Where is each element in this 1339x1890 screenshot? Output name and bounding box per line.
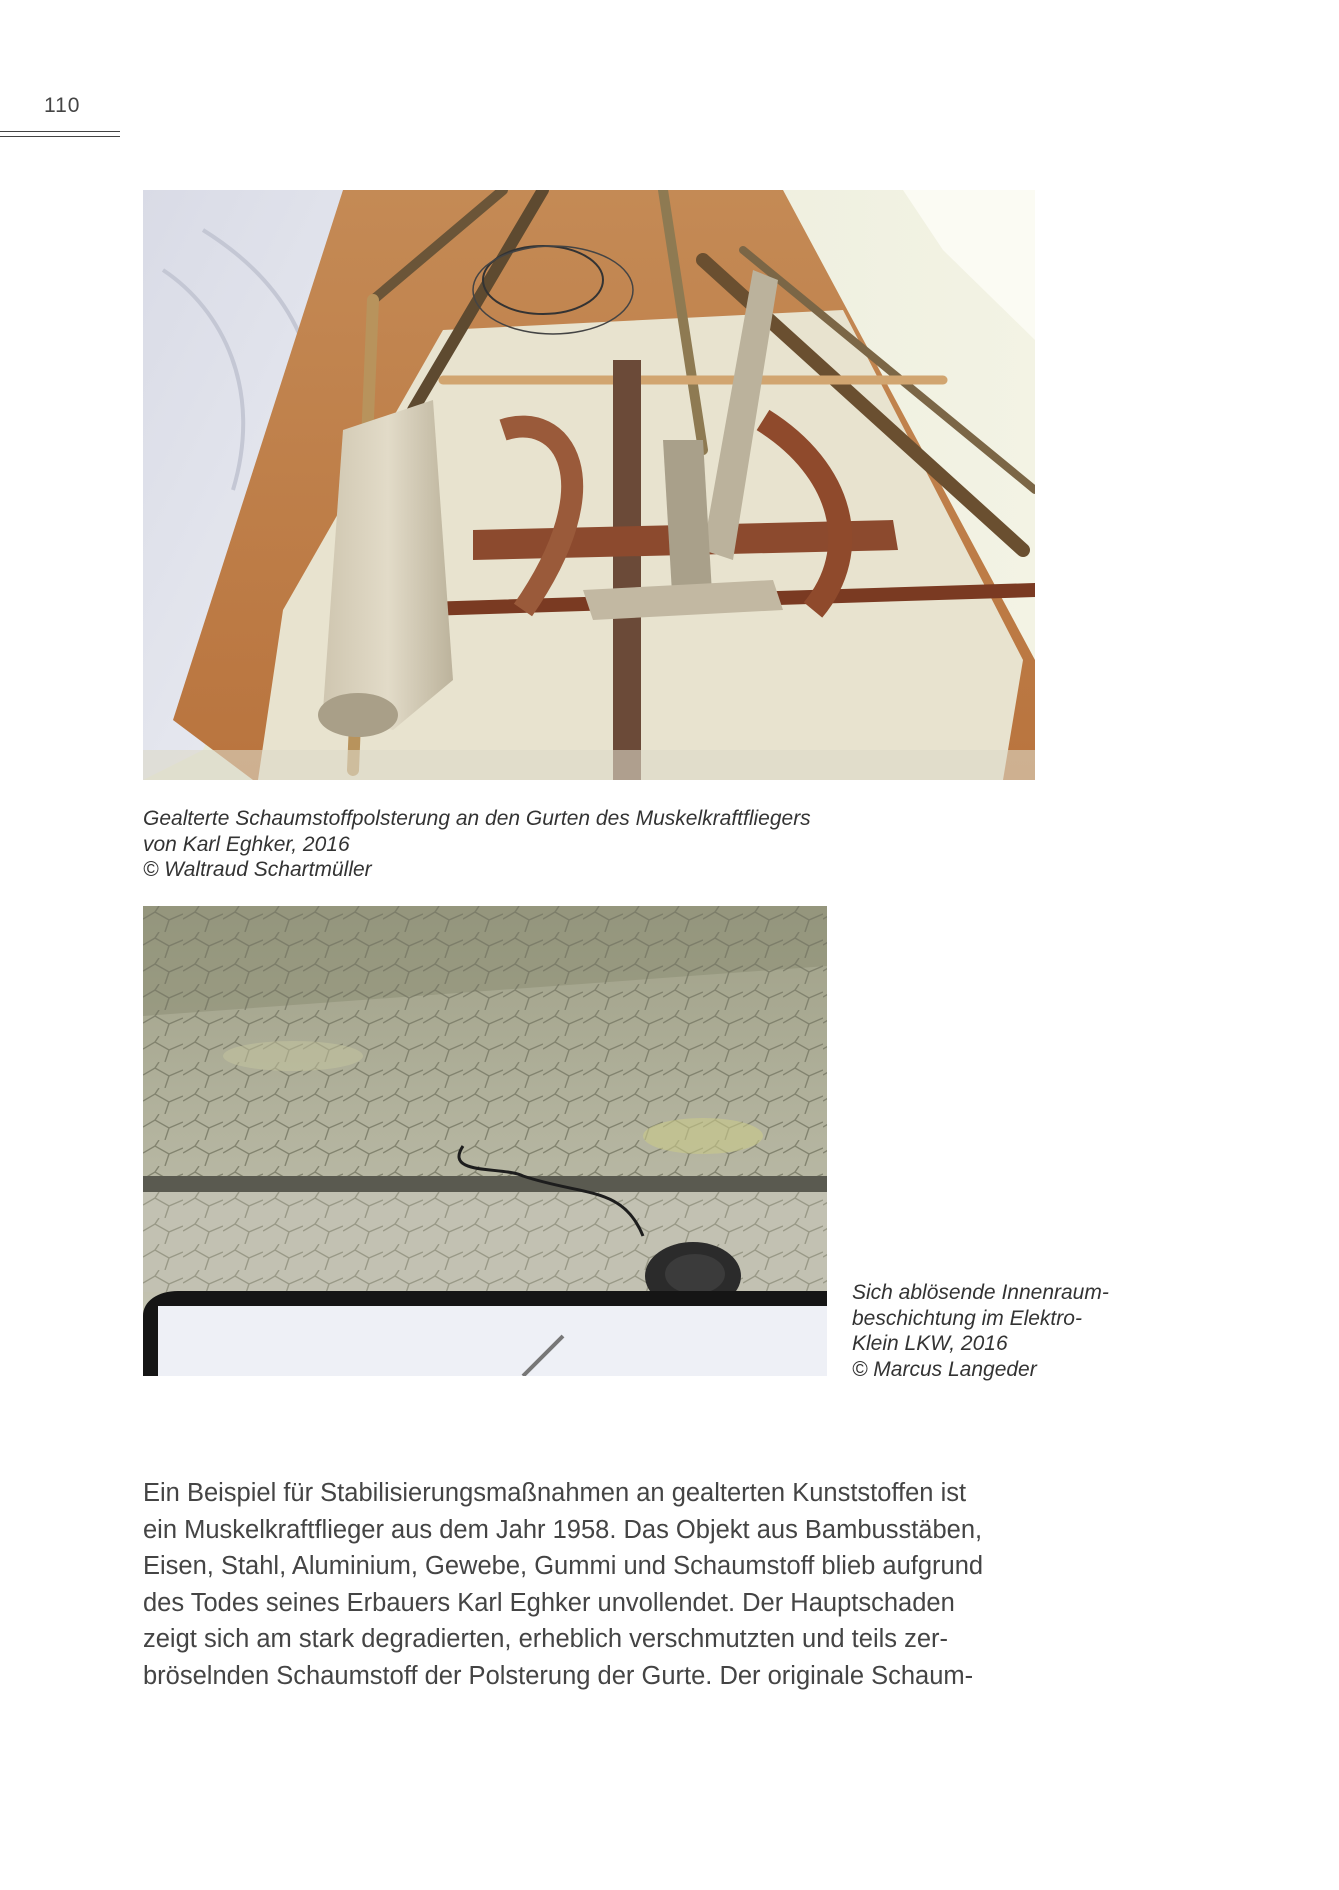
body-paragraph	[143, 1475, 1063, 1694]
figure2-caption	[852, 1280, 1142, 1382]
body-line: zeigt sich am stark degradierten, erheblich verschmutzten und teils zer-	[143, 1625, 949, 1653]
figure1-caption-line: Gealterte Schaumstoffpolsterung an den Gurten des Muskelkraftfliegers	[143, 807, 811, 830]
figure2-caption-line: Klein LKW, 2016	[852, 1332, 1008, 1355]
figure2-caption-credit: © Marcus Langeder	[852, 1357, 1037, 1381]
body-line: Eisen, Stahl, Aluminium, Gewebe, Gummi und Schaumstoff blieb aufgrund	[143, 1552, 984, 1580]
header-rule-bottom	[0, 136, 120, 137]
page-number: 110	[44, 94, 81, 117]
header-rule-top	[0, 131, 120, 132]
figure1-photo	[143, 190, 1035, 780]
body-line: des Todes seines Erbauers Karl Eghker unvollendet. Der Hauptschaden	[143, 1588, 955, 1617]
figure1-caption-line: von Karl Eghker, 2016	[143, 832, 350, 856]
figure1-caption	[143, 806, 923, 883]
figure2-caption-line: Sich ablösende Innenraum-	[852, 1281, 1109, 1304]
figure2-caption-line: beschichtung im Elektro-	[852, 1306, 1082, 1330]
body-line: bröselnden Schaumstoff der Polsterung der Gurte. Der originale Schaum-	[143, 1661, 974, 1690]
body-line: Ein Beispiel für Stabilisierungsmaßnahmen an gealterten Kunststoffen ist	[143, 1479, 967, 1507]
body-line: ein Muskelkraftflieger aus dem Jahr 1958. Das Objekt aus Bambusstäben,	[143, 1515, 983, 1544]
figure2-photo	[143, 906, 827, 1376]
figure1-caption-credit: © Waltraud Schartmüller	[143, 858, 372, 881]
